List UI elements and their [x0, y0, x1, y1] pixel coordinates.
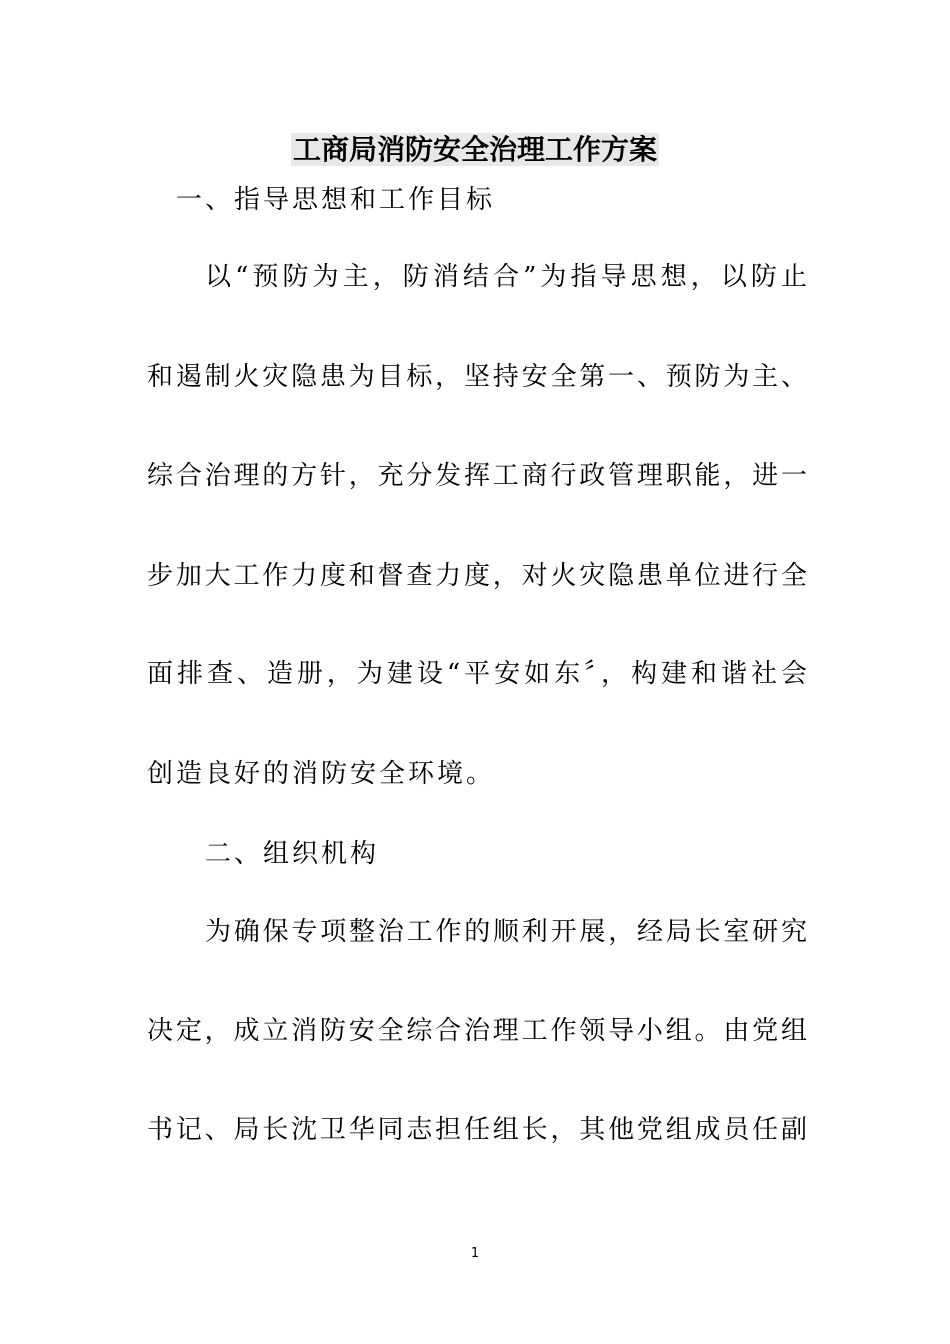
paragraph-line: 综合治理的方针，充分发挥工商行政管理职能，进一: [147, 461, 807, 491]
document-title: [0, 130, 950, 170]
document-title-text: 工商局消防安全治理工作方案: [292, 133, 657, 166]
paragraph-line: 和遏制火灾隐患为目标，坚持安全第一、预防为主、: [147, 362, 807, 392]
paragraph-line: 为确保专项整治工作的顺利开展，经局长室研究: [205, 917, 807, 947]
page-number: 1: [470, 1246, 480, 1261]
paragraph-line: 决定，成立消防安全综合治理工作领导小组。由党组: [147, 1016, 807, 1046]
paragraph-line: 面排查、造册，为建设“平安如东〞，构建和谐社会: [147, 659, 807, 689]
paragraph-line: 书记、局长沈卫华同志担任组长，其他党组成员任副: [147, 1115, 807, 1145]
section-heading-guiding-ideology: 一、指导思想和工作目标: [176, 185, 496, 215]
paragraph-line: 以“预防为主，防消结合”为指导思想，以防止: [205, 262, 807, 292]
paragraph-line: 创造良好的消防安全环境。: [147, 759, 496, 789]
section-heading-organization: 二、组织机构: [205, 839, 380, 869]
paragraph-line: 步加大工作力度和督查力度，对火灾隐患单位进行全: [147, 561, 807, 591]
